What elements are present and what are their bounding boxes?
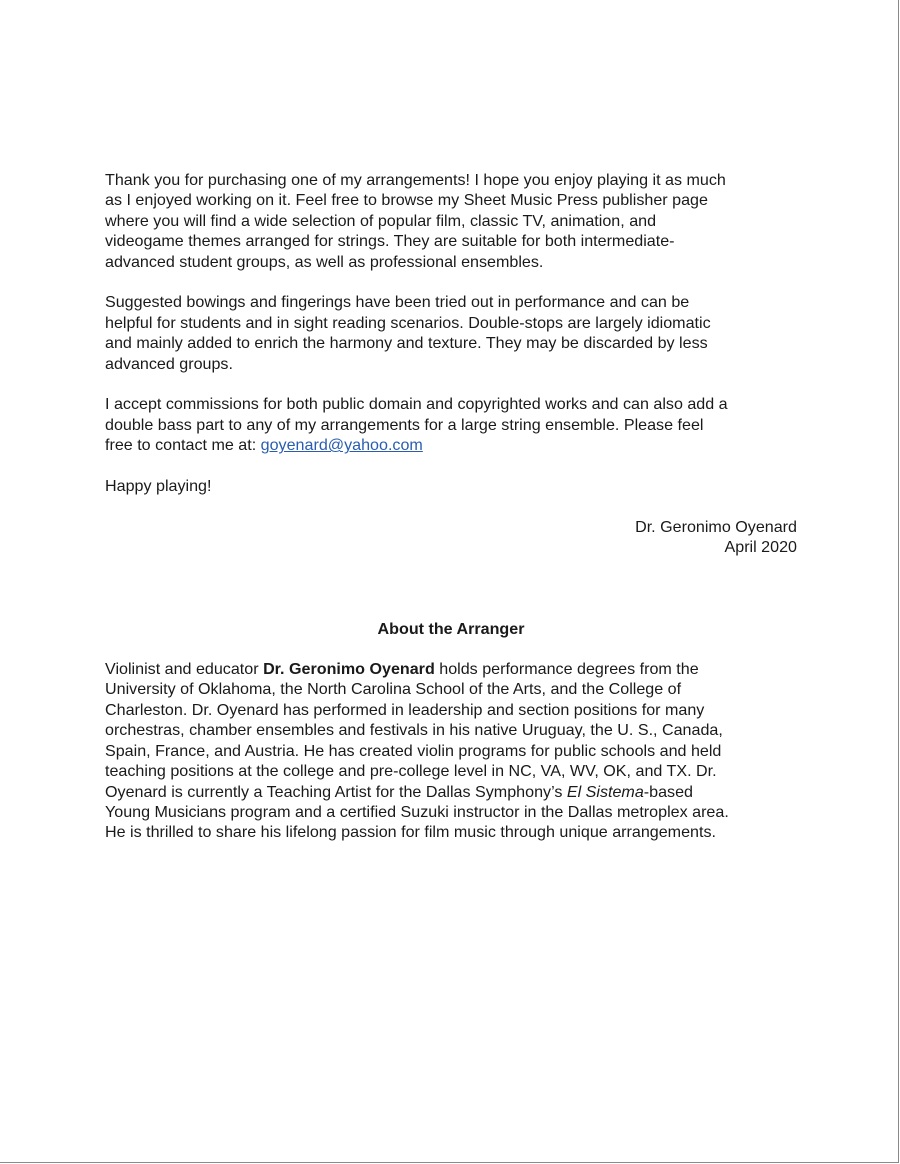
- bowings-paragraph: Suggested bowings and fingerings have been tried out in performance and can be helpful for students and in sight reading scenarios. Double-stops are largely idiomatic and mainly added to enrich the harmony and texture. They may be discarded by less advanced groups.: [105, 293, 711, 373]
- bio-name: Dr. Geronimo Oyenard: [263, 660, 435, 679]
- thank-you-paragraph: Thank you for purchasing one of my arrangements! I hope you enjoy playing it as much as I enjoyed working on it. Feel free to browse my Sheet Music Press publisher page where you will find a wide selection of popular film, classic TV, animation, and videogame themes arranged for strings. They are suitable for both intermediate- advanced student groups, as well as professional ensembles.: [105, 171, 726, 271]
- commissions-text: I accept commissions for both public domain and copyrighted works and can also add a double bass part to any of my arrangements for a large string ensemble. Please feel free to contact me at:: [105, 395, 728, 455]
- letter-body: [105, 170, 797, 863]
- bio-intro: Violinist and educator: [105, 660, 264, 679]
- bio-program-name: El Sistema: [566, 782, 644, 801]
- signature-date: April 2020: [724, 538, 797, 557]
- email-link[interactable]: goyenard@yahoo.com: [260, 436, 423, 455]
- bio-body: holds performance degrees from the University of Oklahoma, the North Carolina School of the Arts, and the College of Charleston. Dr. Oyenard has performed in leadership and section positions for many orchestras, chamber ensembles and festivals in his native Uruguay, the U. S., Canada, Spain, France, and Austria. He has created violin programs for public schools and held teaching positions at the college and pre-college level in NC, VA, WV, OK, and TX. Dr. Oyenard is currently a Teaching Artist for the Dallas Symphony’s: [105, 660, 723, 801]
- about-bio-paragraph: [105, 659, 797, 843]
- about-heading: About the Arranger: [377, 619, 525, 638]
- bio-ending: -based Young Musicians program and a certified Suzuki instructor in the Dallas metroplex area. He is thrilled to share his lifelong passion for film music through unique arrangements.: [105, 782, 729, 842]
- closing-line: Happy playing!: [105, 477, 212, 496]
- signature-name: Dr. Geronimo Oyenard: [635, 517, 797, 536]
- commissions-paragraph: [105, 394, 797, 455]
